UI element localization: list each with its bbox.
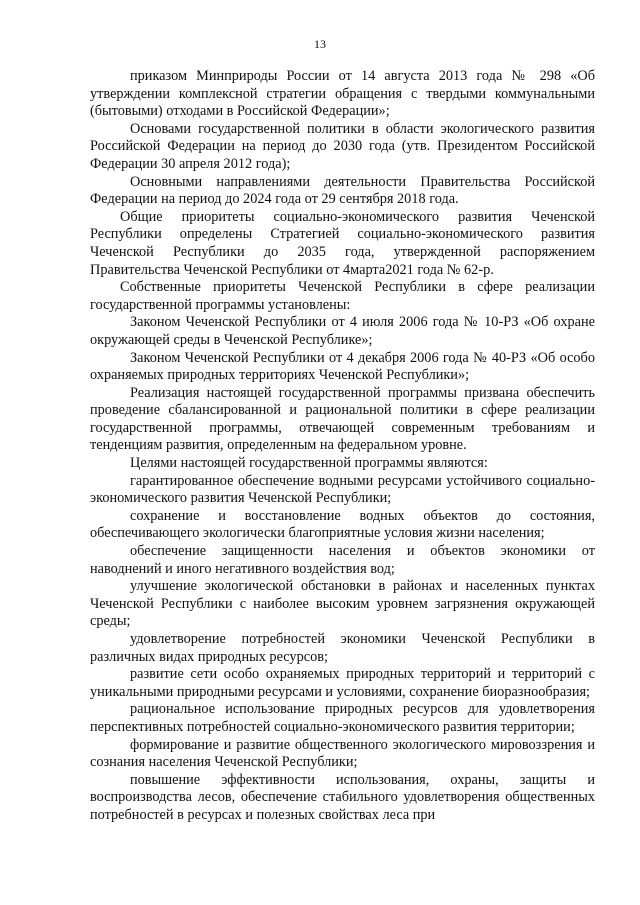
paragraph-goal-water-resources: гарантированное обеспечение водными ресурсами устойчивого социально-экономического развития Чеченской Республики; — [90, 472, 595, 507]
paragraph-goal-flood-protection: обеспечение защищенности населения и объектов экономики от наводнений и иного негативного воздействия вод; — [90, 543, 595, 577]
paragraph-goal-natural-resources: удовлетворение потребностей экономики Чеченской Республики в различных видах природных ресурсов; — [90, 631, 595, 665]
paragraph-general-priorities: Общие приоритеты социально-экономического развития Чеченской Республики определены Стратегией социально-экономического развития Чеченской Республики до 2035 года, утвержденной распоряжением Правительства Чеченской Республики от 4марта2021 года № 62-р. — [90, 208, 595, 278]
page-number: 13 — [314, 37, 326, 51]
paragraph-order-minprirody: приказом Минприроды России от 14 августа 2013 года № 298 «Об утверждении комплексной стратегии обращения с твердыми коммунальными (бытовыми) отходами в Российской Федерации»; — [90, 68, 595, 120]
paragraph-goal-water-bodies: сохранение и восстановление водных объектов до состояния, обеспечивающего экологически благоприятные условия жизни населения; — [90, 507, 595, 542]
paragraph-goal-ecology: улучшение экологической обстановки в районах и населенных пунктах Чеченской Республики с наиболее высоким уровнем загрязнения окружающей среды; — [90, 578, 595, 630]
document-body — [90, 68, 595, 825]
paragraph-goal-protected-network: развитие сети особо охраняемых природных территорий и территорий с уникальными природными ресурсами и условиями, сохранение биоразнообразия; — [90, 666, 595, 700]
paragraph-law-environment: Законом Чеченской Республики от 4 июля 2006 года № 10-РЗ «Об охране окружающей среды в Чеченской Республике»; — [90, 314, 595, 348]
paragraph-goal-forests: повышение эффективности использования, охраны, защиты и воспроизводства лесов, обеспечение стабильного удовлетворения общественных потребностей в ресурсах и полезных свойствах леса при — [90, 771, 595, 823]
paragraph-government-directions: Основными направлениями деятельности Правительства Российской Федерации на период до 2024 года от 29 сентября 2018 года. — [90, 173, 595, 208]
paragraph-own-priorities: Собственные приоритеты Чеченской Республики в сфере реализации государственной программы установлены: — [90, 279, 595, 313]
paragraph-goals-intro: Целями настоящей государственной программы являются: — [130, 455, 488, 472]
paragraph-state-policy-basics: Основами государственной политики в области экологического развития Российской Федерации на период до 2030 года (утв. Президентом Российской Федерации 30 апреля 2012 года); — [90, 120, 595, 172]
paragraph-goal-rational-use: рациональное использование природных ресурсов для удовлетворения перспективных потребностей социально-экономического развития территории; — [90, 701, 595, 735]
paragraph-law-protected-areas: Законом Чеченской Республики от 4 декабря 2006 года № 40-РЗ «Об особо охраняемых природных территориях Чеченской Республики»; — [90, 349, 595, 384]
paragraph-goal-worldview: формирование и развитие общественного экологического мировоззрения и сознания населения Чеченской Республики; — [90, 736, 595, 771]
paragraph-program-implementation: Реализация настоящей государственной программы призвана обеспечить проведение сбалансированной и рациональной политики в сфере реализации государственной программы, отвечающей современным требованиям и тенденциям развития, определенным на федеральном уровне. — [90, 384, 595, 454]
